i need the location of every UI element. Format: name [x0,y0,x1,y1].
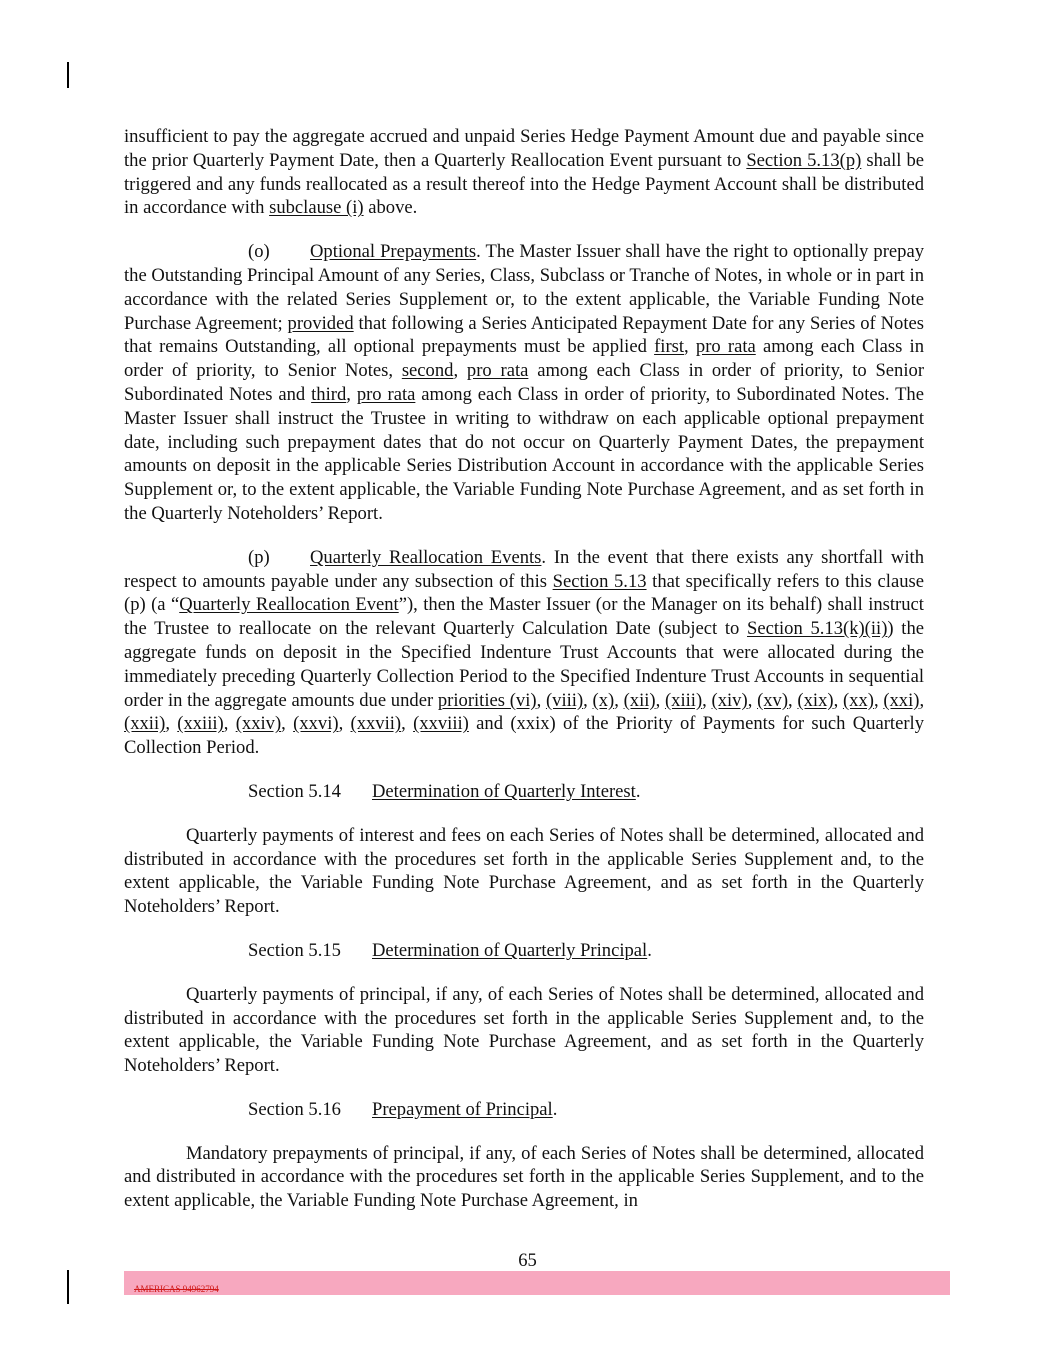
separator: , [788,689,798,711]
text: . [635,780,641,802]
text: . [552,1098,558,1120]
text: and (xxix) of the Priority of Payments for such Quarterly Collection Period. [124,713,925,759]
priority-reference: (xxii) [124,713,166,735]
text: shall be triggered and any funds reallocated as a result thereof into the Hedge Payment Account shall be distributed in accordance with [124,149,925,219]
emphasis: second [401,360,454,382]
separator: , [583,689,593,711]
emphasis: pro rata [695,336,756,358]
cross-reference: subclause (i) [269,197,364,219]
emphasis: pro rata [466,360,529,382]
text: . In the event that there exists any shortfall with respect to amounts payable under any subsection of this [124,546,924,592]
separator: , [873,689,884,711]
separator: , [223,713,236,735]
text: . The Master Issuer shall have the right to optionally prepay the Outstanding Principal Amount of any Series, Class, Subclass or Tranche of Notes, in whole or in part in accordance with the related Series Supplement or, to the extent applicable, the Variable Funding Note Purchase Agreement; [124,241,925,334]
clause-number: (p) [248,546,270,568]
separator: , [747,689,758,711]
clause-p-quarterly-reallocation-events [124,546,924,760]
text: insufficient to pay the aggregate accrued and unpaid Series Hedge Payment Amount due and payable since the prior Quarterly Payment Date, then a Quarterly Reallocation Event pursuant to [124,126,924,171]
priority-reference: (xix) [797,689,834,711]
priority-reference: (xx) [842,689,874,711]
cross-reference: Section 5.13(p) [746,149,862,171]
revision-bar-top [67,62,69,88]
emphasis: third [311,383,347,405]
separator: , [401,713,414,735]
priority-reference: (xiii) [664,689,703,711]
section-number: Section 5.16 [248,1098,341,1120]
emphasis: provided [287,312,354,334]
text: ) the aggregate funds on deposit in the Specified Indenture Trust Accounts that were allocated during the immediately preceding Quarterly Collection Period to the Specified Indenture Trust Accounts in sequential order in the aggregate amounts due under [124,618,925,711]
text: above. [363,197,418,219]
separator: , [702,689,712,711]
priority-reference: (x) [592,689,615,711]
separator: , [165,713,178,735]
clause-number: (o) [248,241,270,263]
section-5-14-heading [248,780,924,804]
footer-band [124,1271,950,1295]
section-5-16-body: Mandatory prepayments of principal, if any, of each Series of Notes shall be determined, allocated and distributed in accordance with the procedures set forth in the applicable Series Supplement, and to the extent applicable, the Variable Funding Note Purchase Agreement, in [124,1142,924,1212]
priority-reference: (xxiii) [177,713,224,735]
clause-o-optional-prepayments [124,240,924,526]
section-title: Prepayment of Principal [372,1098,553,1120]
text: that following a Series Anticipated Repayment Date for any Series of Notes that remains Outstanding, all optional prepayments must be applied [124,312,924,358]
separator: , [536,689,546,711]
section-number: Section 5.14 [248,780,341,802]
clause-title: Optional Prepayments [310,241,477,263]
priority-reference: (xxvii) [350,713,402,735]
revision-bar-bottom [67,1270,69,1304]
priority-reference: (xxiv) [235,713,282,735]
cross-reference: Section 5.13(k)(ii) [747,618,888,640]
section-5-15-body: Quarterly payments of principal, if any, of each Series of Notes shall be determined, allocated and distributed in accordance with the procedures set forth in the applicable Series Supplement and, to the extent applicable, the Variable Funding Note Purchase Agreement, and as set forth in the Quarterly Noteholders’ Report. [124,983,924,1077]
text: , [684,336,696,358]
priority-reference: (xxviii) [413,713,469,735]
document-body [124,125,924,1213]
priority-reference: (xxi) [883,689,920,711]
emphasis: first [654,336,685,358]
text: among each Class in order of priority, to Subordinated Notes. The Master Issuer shall instruct the Trustee in writing to withdraw on each applicable optional prepayment date, including such prepayment dates that do not occur on Quarterly Payment Dates, the prepayment amounts on deposit in the applicable Series Distribution Account in accordance with the applicable Series Supplement or, to the extent applicable, the Variable Funding Note Purchase Agreement, and as set forth in the Quarterly Noteholders’ Report. [124,383,924,524]
document-id: AMERICAS 94962794 [134,1284,219,1294]
section-number: Section 5.15 [248,939,341,961]
section-title: Determination of Quarterly Principal [372,939,648,961]
priority-reference: (xii) [623,689,656,711]
separator: , [614,689,624,711]
paragraph-continuation [124,125,924,220]
priority-reference: (xxvi) [293,713,339,735]
text: . [647,939,652,961]
section-5-14-body: Quarterly payments of interest and fees on each Series of Notes shall be determined, allocated and distributed in accordance with the procedures set forth in the applicable Series Supplement and, to the extent applicable, the Variable Funding Note Purchase Agreement, and as set forth in the Quarterly Noteholders’ Report. [124,824,924,918]
separator: , [281,713,294,735]
priority-reference: (viii) [545,689,584,711]
priority-reference: (xv) [757,689,789,711]
section-title: Determination of Quarterly Interest [372,780,636,802]
separator: , [655,689,665,711]
section-5-15-heading [248,939,924,963]
text: ”), then the Master Issuer (or the Manager on its behalf) shall instruct the Trustee to reallocate on the relevant Quarterly Calculation Date (subject to [124,594,924,640]
clause-title: Quarterly Reallocation Events [310,546,542,568]
separator: , [833,689,843,711]
separator: , [338,713,351,735]
text: among each Class in order of priority, to Senior Notes, [124,336,924,382]
section-5-16-heading [248,1098,924,1122]
text: , [346,383,357,405]
page-number: 65 [518,1250,537,1271]
emphasis: pro rata [356,383,416,405]
text: , [453,360,467,382]
text: that specifically refers to this clause (p) (a “ [124,570,924,616]
cross-reference: Section 5.13 [552,570,647,592]
priority-reference: (xiv) [711,689,748,711]
priority-reference: priorities (vi) [437,689,537,711]
text: among each Class in order of priority, to Senior Subordinated Notes and [124,360,925,405]
defined-term: Quarterly Reallocation Event [179,594,399,616]
separator: , [919,689,925,711]
